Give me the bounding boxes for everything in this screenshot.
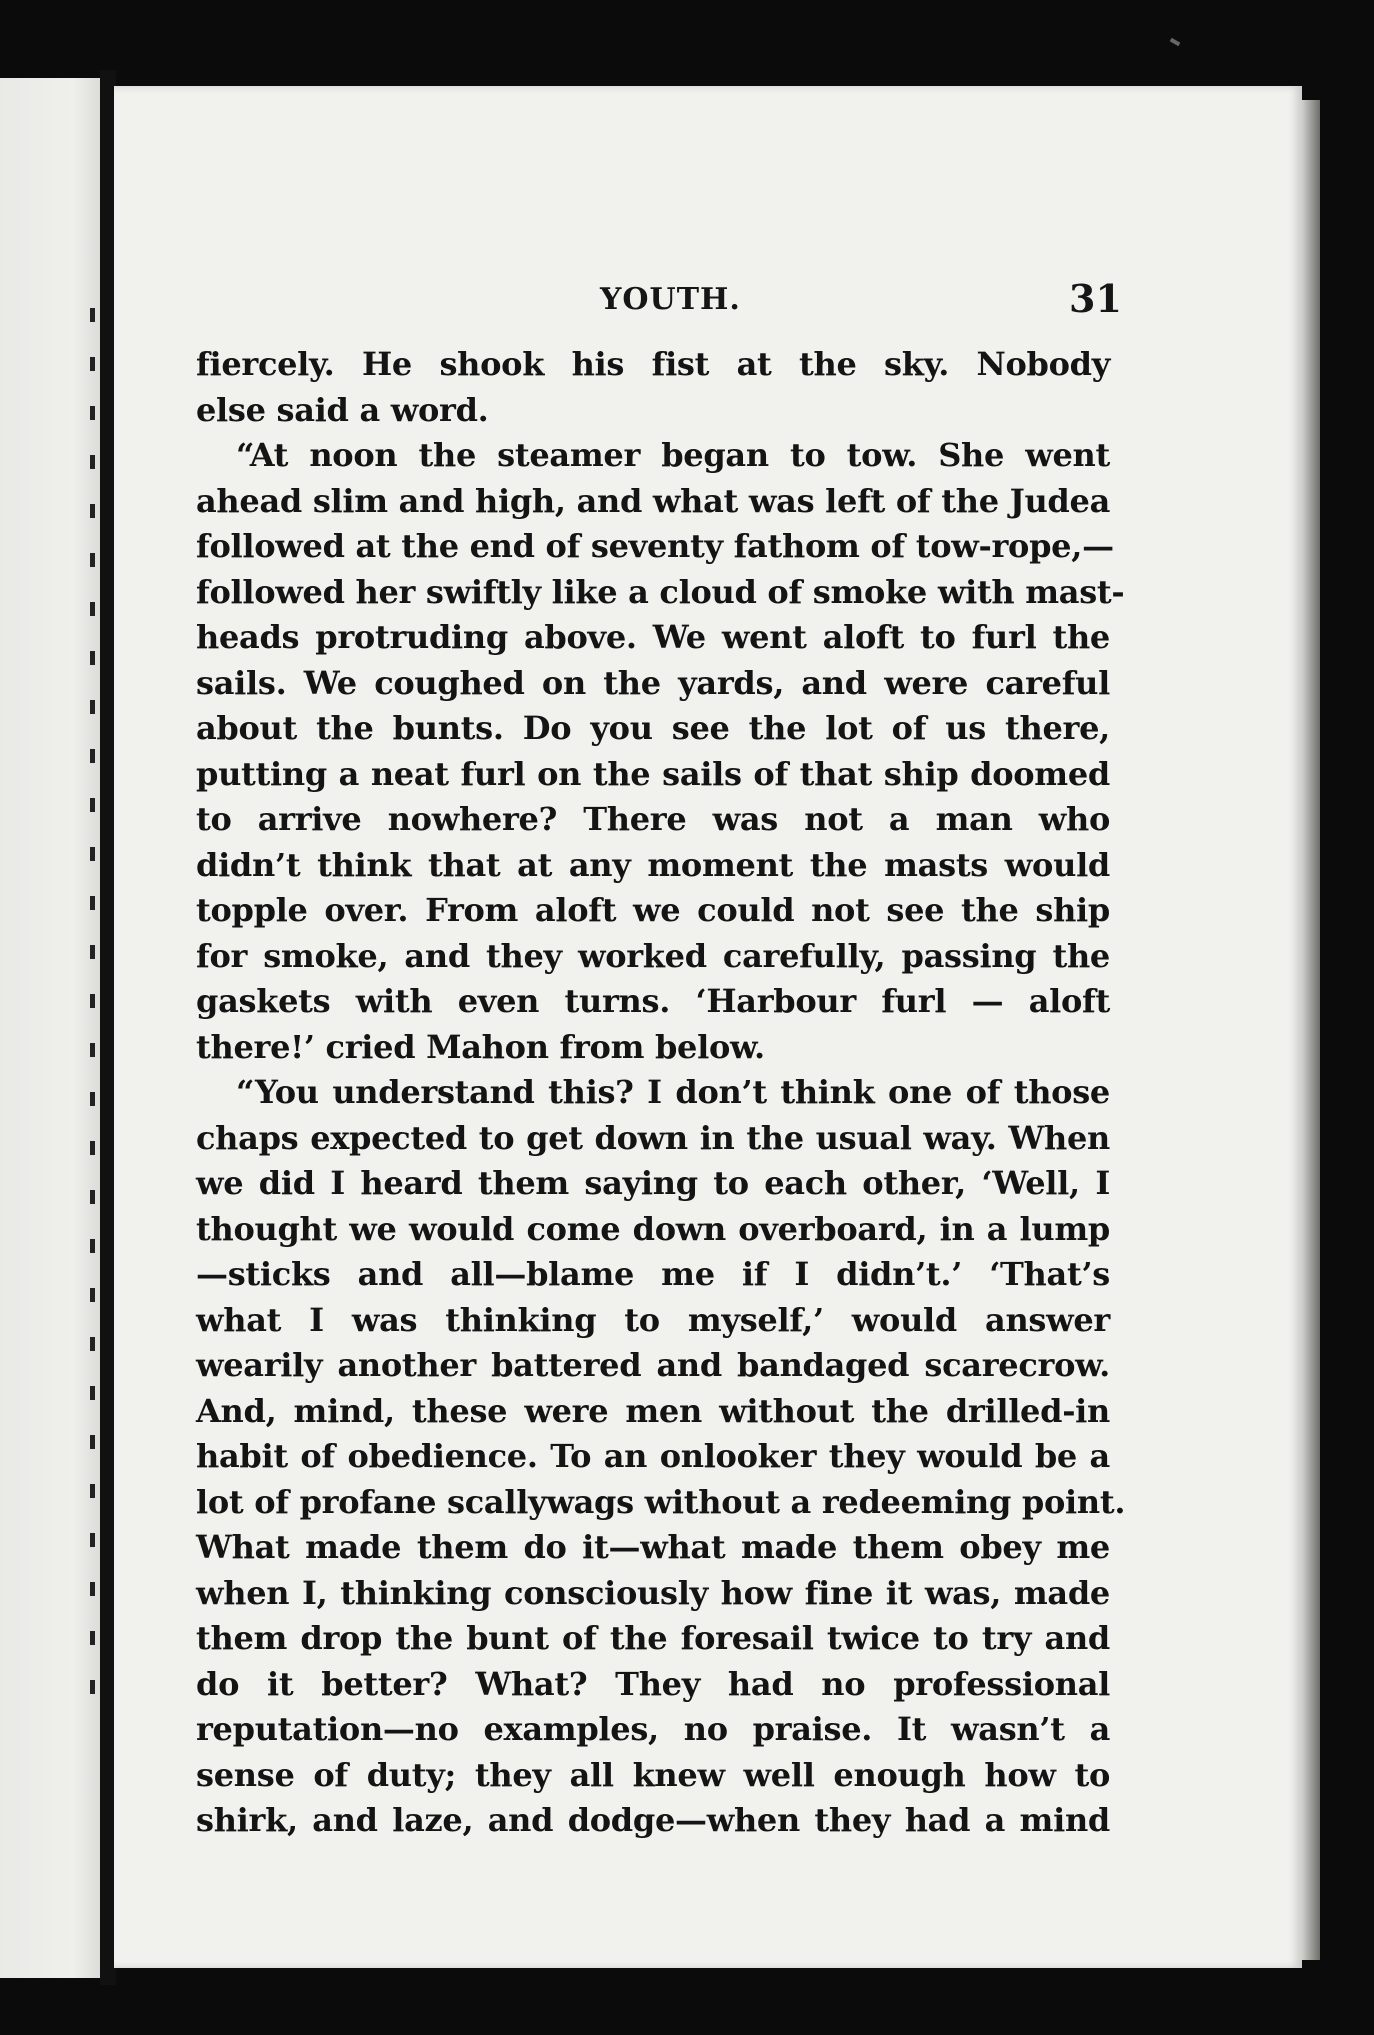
book-page bbox=[114, 86, 1302, 1968]
text-line: What made them do it—what made them obey me bbox=[196, 1528, 1110, 1566]
text-line: topple over. From aloft we could not see the ship bbox=[196, 891, 1110, 929]
text-line: thought we would come down overboard, in a lump bbox=[196, 1209, 1110, 1248]
text-line: heads protruding above. We went aloft to furl the bbox=[196, 618, 1110, 656]
text-line: And, mind, these were men without the drilled-in bbox=[196, 1391, 1110, 1430]
text-line: fiercely. He shook his fist at the sky. Nobody bbox=[196, 345, 1110, 383]
text-line: followed her swiftly like a cloud of smoke with mast- bbox=[196, 572, 1125, 611]
page-body-text bbox=[196, 342, 1126, 1844]
text-line: “You understand this? I don’t think one of those bbox=[236, 1073, 1110, 1111]
page-header bbox=[114, 276, 1302, 322]
text-line: we did I heard them saying to each other, ‘Well, I bbox=[196, 1164, 1110, 1202]
text-line: “At noon the steamer began to tow. She went bbox=[236, 436, 1110, 474]
text-line: do it better? What? They had no professional bbox=[196, 1664, 1110, 1703]
text-line: gaskets with even turns. ‘Harbour furl — aloft bbox=[196, 982, 1110, 1020]
page-edge-shadow bbox=[1302, 100, 1320, 1960]
text-line: to arrive nowhere? There was not a man who bbox=[196, 800, 1110, 838]
text-line: —sticks and all—blame me if I didn’t.’ ‘That’s bbox=[196, 1255, 1110, 1293]
text-line: putting a neat furl on the sails of that ship doomed bbox=[196, 754, 1110, 793]
text-line: there!’ cried Mahon from below. bbox=[196, 1027, 765, 1066]
text-line: for smoke, and they worked carefully, passing the bbox=[196, 936, 1110, 975]
text-line: chaps expected to get down in the usual way. When bbox=[196, 1118, 1110, 1157]
text-line: followed at the end of seventy fathom of tow-rope,— bbox=[196, 527, 1114, 565]
text-line: ahead slim and high, and what was left of the Judea bbox=[196, 481, 1110, 520]
previous-page-text-fragments bbox=[86, 308, 98, 1729]
scan-artifact bbox=[1170, 38, 1181, 46]
previous-page-edge bbox=[0, 78, 104, 1978]
text-line: sails. We coughed on the yards, and were careful bbox=[196, 663, 1110, 702]
text-line: them drop the bunt of the foresail twice to try and bbox=[196, 1619, 1110, 1657]
text-line: about the bunts. Do you see the lot of us there, bbox=[196, 709, 1110, 747]
text-line: shirk, and laze, and dodge—when they had a mind bbox=[196, 1801, 1110, 1839]
running-head: YOUTH. bbox=[600, 282, 741, 317]
text-line: when I, thinking consciously how fine it was, made bbox=[196, 1573, 1110, 1612]
text-line: reputation—no examples, no praise. It wasn’t a bbox=[196, 1710, 1110, 1748]
page-number: 31 bbox=[1069, 276, 1122, 321]
text-line: didn’t think that at any moment the masts would bbox=[196, 845, 1110, 884]
text-line: else said a word. bbox=[196, 390, 489, 429]
text-line: sense of duty; they all knew well enough how to bbox=[196, 1755, 1110, 1794]
text-line: what I was thinking to myself,’ would answer bbox=[196, 1300, 1110, 1339]
text-line: lot of profane scallywags without a redeeming point. bbox=[196, 1482, 1126, 1521]
text-line: habit of obedience. To an onlooker they would be a bbox=[196, 1437, 1110, 1475]
text-line: wearily another battered and bandaged scarecrow. bbox=[196, 1346, 1110, 1384]
